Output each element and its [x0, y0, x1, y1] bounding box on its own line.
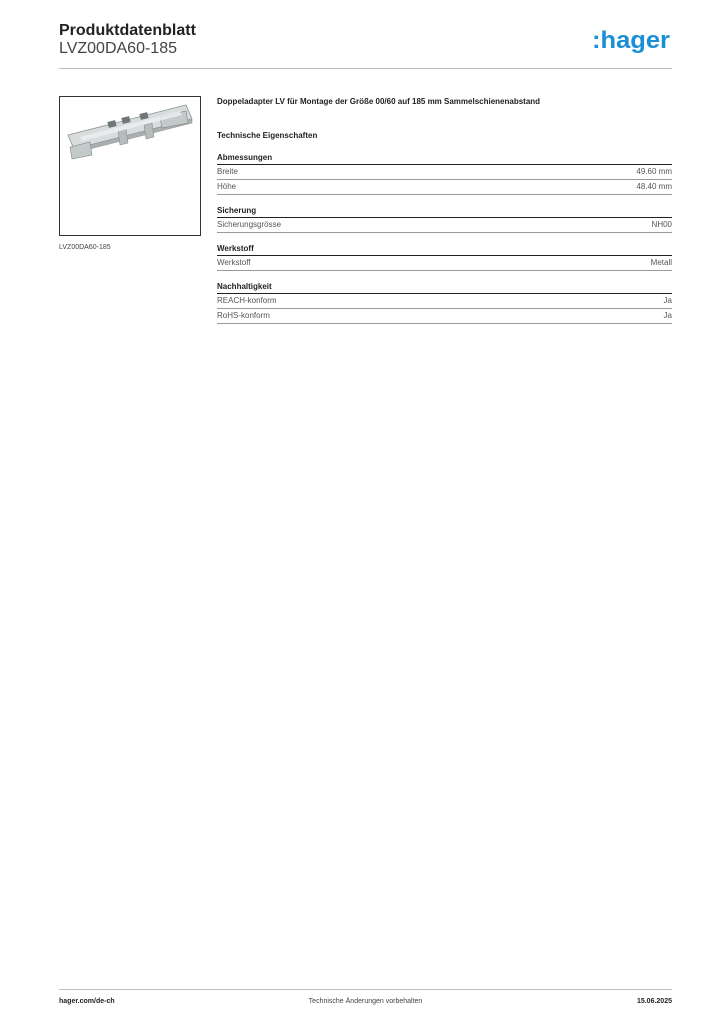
section-dimensions: [217, 152, 672, 195]
document-header: [59, 22, 672, 70]
section-material: [217, 243, 672, 271]
property-value: Ja: [663, 311, 672, 320]
footer-website: hager.com/de-ch: [59, 998, 115, 1005]
section-title: Sicherung: [217, 205, 672, 218]
property-value: NH00: [651, 220, 672, 229]
section-title: Werkstoff: [217, 243, 672, 256]
property-row: [217, 180, 672, 195]
product-image: [60, 97, 200, 235]
footer-divider: [59, 989, 672, 990]
property-label: REACH-konform: [217, 296, 277, 305]
hager-logo: [592, 26, 672, 56]
property-label: Werkstoff: [217, 258, 251, 267]
footer-date: 15.06.2025: [636, 998, 672, 1005]
property-row: [217, 309, 672, 324]
footer-notice: Technische Änderungen vorbehalten: [308, 998, 423, 1005]
product-description: Doppeladapter LV für Montage der Größe 00/60 auf 185 mm Sammelschienenabstand: [217, 97, 541, 106]
property-row: [217, 165, 672, 180]
property-row: [217, 218, 672, 233]
technical-properties-heading: Technische Eigenschaften: [217, 131, 318, 140]
property-value: 48.40 mm: [636, 182, 672, 191]
property-label: Sicherungsgrösse: [217, 220, 282, 229]
section-sustainability: [217, 281, 672, 324]
document-footer: [59, 998, 672, 1010]
product-code: LVZ00DA60-185: [59, 40, 177, 57]
document-title: Produktdatenblatt: [59, 22, 196, 39]
product-details: [217, 96, 672, 324]
property-label: Höhe: [217, 182, 237, 191]
section-fuse: [217, 205, 672, 233]
section-title: Abmessungen: [217, 152, 672, 165]
property-row: [217, 294, 672, 309]
image-caption: LVZ00DA60-185: [59, 244, 111, 251]
property-label: RoHS-konform: [217, 311, 270, 320]
property-value: Metall: [650, 258, 672, 267]
product-image-frame: [59, 96, 201, 236]
property-value: 49.60 mm: [636, 167, 672, 176]
header-divider: [59, 68, 672, 69]
section-title: Nachhaltigkeit: [217, 281, 672, 294]
hager-logo-text: :hager: [592, 27, 670, 54]
property-label: Breite: [217, 167, 238, 176]
property-value: Ja: [663, 296, 672, 305]
property-row: [217, 256, 672, 271]
